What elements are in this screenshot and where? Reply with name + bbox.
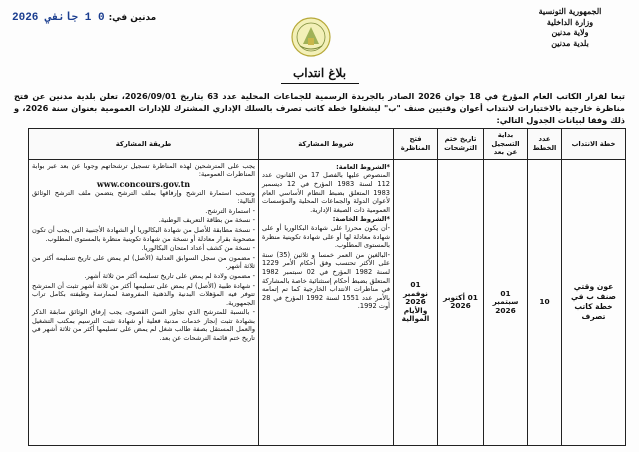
cell-method	[29, 159, 259, 445]
table-header-row	[29, 129, 626, 160]
header-plan: خطة الانتداب	[562, 129, 626, 160]
general-conditions-title: *الشروط العامة:	[336, 162, 390, 171]
header-count: عدد الخطط	[528, 129, 562, 160]
special-conditions-title: *الشروط الخاصة:	[332, 215, 390, 224]
issue-date	[12, 10, 156, 24]
header-method: طريقة المشاركة	[29, 129, 259, 160]
cell-exam: 01 نوفمبر 2026 والأيام الموالية	[394, 159, 438, 445]
header-reg-start: بداية التسجيل عن بعد	[484, 129, 528, 160]
table-row	[29, 159, 626, 445]
date-stamp: 0 1 جانفي 2026	[12, 12, 105, 24]
cell-reg-start: 01 سبتمبر 2026	[484, 159, 528, 445]
doc-item: - نسخة من بطاقة التعريف الوطنية.	[158, 216, 255, 225]
doc-item: - شهادة طبية (الأصل) لم يمض على تسليمها أكثر من ثلاثة أشهر تثبت أن المترشح تتوفر فيه المؤهلات البدنية والذهنية المفروضة لممارسة وظيفته بكامل تراب الجمهورية.	[32, 281, 255, 307]
org-line-republic: الجمهورية التونسية	[538, 6, 602, 16]
special-condition-age: -البالغين من العمر خمسا و ثلاثين (35) سنة على الأكثر تحتسب وفق أحكام الأمر 1229 لسنة 1982 المؤرخ في 02 سبتمبر 1982 المتعلق بضبط أحكام إستثنائية خاصة بالمشاركة في مناظرات الانتداب الخارجية كما تم إتمامه بالأمر عدد 1551 لسنة 1992 المؤرخ في 28 أوت 1992.	[262, 250, 391, 311]
org-line-governorate: ولاية مدنين	[551, 27, 589, 37]
concours-portal-link[interactable]: www.concours.gov.tn	[96, 178, 191, 189]
header-exam: فتح المناظرة	[394, 129, 438, 160]
cell-conditions	[259, 159, 394, 445]
method-docs-intro: وسحب استمارة الترشح وإرفاقها بملف الترشح يتضمن ملف الترشح الوثائق التالية:	[32, 188, 255, 206]
doc-item: - نسخة مطابقة للأصل من شهادة البكالوريا أو الشهادة الأجنبية التي يجب أن تكون مصحوبة بقرار معادلة أو نسخة من شهادة تكوينية منظرة بالمستوى المطلوب.	[32, 225, 255, 243]
header-conditions: شروط المشاركة	[259, 129, 394, 160]
intro-paragraph: تبعا لقرار الكاتب العام المؤرخ في 18 جوان 2026 الصادر بالجريدة الرسمية للجماعات المحلية عدد 63 بتاريخ 2026/09/01، تعلن بلدية مدنين عن فتح مناظرة خارجية بالاختبارات لانتداب أعوان وقتيين صنف "ب" ليشغلوا خطة كاتب تصرف بالسلك الإداري المشترك للإدارات العمومية بعنوان سنة 2026، و ذلك وفقا لبيانات الجدول التالي:	[14, 91, 625, 125]
method-intro: يجب على المترشحين لهذه المناظرة تسجيل ترشحاتهم وجوبا عن بعد عبر بوابة المناظرات العمومية:	[32, 161, 255, 179]
cell-count: 10	[528, 159, 562, 445]
issuing-authority	[515, 6, 625, 48]
page-title: بلاغ انتداب	[292, 66, 347, 80]
org-line-municipality: بلدية مدنين	[551, 37, 589, 48]
general-conditions-text: المنصوص عليها بالفصل 17 من القانون عدد 112 لسنة 1983 المؤرخ في 12 ديسمبر 1983 المتعلق بضبط النظام الأساسي العام لأعوان الدولة والجماعات المحلية والمؤسسات العمومية ذات الصبغة الإدارية.	[262, 171, 391, 214]
title-underline	[281, 83, 359, 84]
doc-item: - بالنسبة للمترشح الذي تجاوز السن القصوى، يجب إرفاق الوثائق سابقة الذكر بشهادة تثبت إنجاز خدمات مدنية فعلية أو شهادة تثبت الترسيم بمكتب التشغيل والعمل المستقل بصفة طالب شغل لم يمض على تسليمها أكثر من ثلاثة أشهر في تاريخ ختم قائمة الترشحات عن بعد.	[32, 308, 255, 343]
doc-item: - مضمون ولادة لم يمض على تاريخ تسليمه أكثر من ثلاثة أشهر.	[84, 271, 255, 280]
special-condition-diploma: -أن يكون محرزا على شهادة البكالوريا أو على شهادة معادلة لها أو على شهادة تكوينية منظرة بالمستوى المطلوب.	[262, 223, 390, 250]
date-prefix: مدنين في:	[108, 13, 157, 23]
cell-plan: عون وقتي صنف ب في خطة كاتب تصرف	[562, 159, 626, 445]
municipality-logo-icon	[290, 16, 332, 58]
cell-reg-end: 01 أكتوبر 2026	[438, 159, 484, 445]
doc-item: - مضمون من سجل السوابق العدلية (الأصل) لم يمض على تاريخ تسليمه أكثر من ثلاثة أشهر.	[32, 253, 255, 271]
org-line-ministry: وزارة الداخلية	[546, 16, 594, 27]
recruitment-table	[28, 128, 626, 446]
doc-item: - استمارة الترشح.	[205, 206, 255, 215]
header-reg-end: تاريخ ختم الترشحات	[438, 129, 484, 160]
doc-item: - نسخة من كشف أعداد امتحان البكالوريا.	[141, 244, 255, 253]
